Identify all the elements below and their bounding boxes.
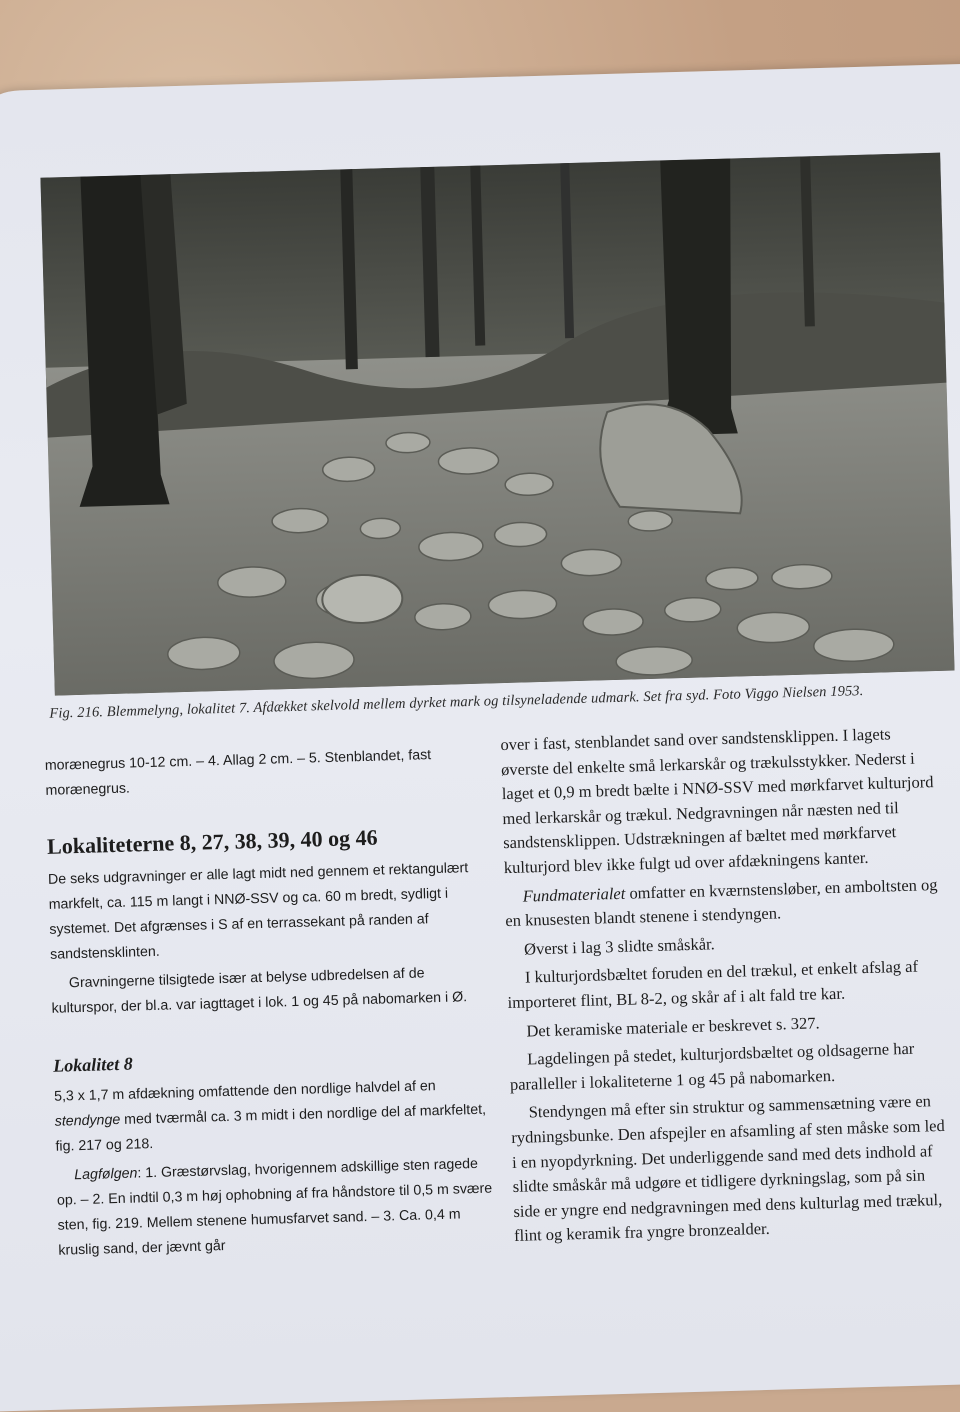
forest-stone-wall-image — [40, 153, 954, 696]
emphasis-fundmaterialet: Fundmaterialet — [522, 883, 626, 906]
section-paragraph-2: Gravningerne tilsigtede især at belyse udbredelsen af de kulturspor, der bl.a. var iagttaget i lok. 1 og 45 på nabomarken i Ø. — [51, 965, 468, 1017]
left-column — [45, 742, 499, 1268]
subsection-heading: Lokalitet 8 — [52, 1053, 133, 1076]
intro-line-1: morænegrus 10-12 cm. – 4. Allag 2 cm. – 5. Stenblandet, fast — [44, 747, 432, 774]
right-paragraph-3: Øverst i lag 3 slidte småskår. — [523, 934, 715, 959]
subsection-paragraph-2: Lagfølgen: 1. Græstørvslag, hvorigennem adskillige sten ragede op. – 2. En indtil 0,3 m høj ophobning af fra håndstore til 0,5 m svære sten, fig. 219. Mellem stenene humusfarvet sand. – 3. Ca. 0,4 m kruslig sand, der jævnt går — [56, 1155, 493, 1259]
right-paragraph-4: I kulturjordsbæltet foruden en del trækul, et enkelt afslag af importeret flint, BL 8-2, og skår af i alt fald tre kar. — [507, 956, 919, 1012]
intro-line-2: morænegrus. — [45, 780, 131, 799]
emphasis-stendynge: stendynge — [54, 1111, 121, 1130]
section-heading: Lokaliteterne 8, 27, 38, 39, 40 og 46 — [46, 824, 378, 859]
book-page — [0, 62, 960, 1411]
right-column — [500, 721, 954, 1253]
section-paragraph-1: De seks udgravninger er alle lagt midt ned gennem et rektangulært markfelt, ca. 115 m langt i NNØ-SSV og ca. 60 m bredt, sydligt i systemet. Det afgrænses i S af en terrassekant på randen af sandstensklinten. — [47, 860, 469, 963]
emphasis-lagfolgen: Lagfølgen — [74, 1165, 138, 1184]
right-paragraph-7: Stendyngen må efter sin struktur og sammensætning være en rydningsbunke. Den afspejler en afsamling af sten måske som led i en nyopdyrkning. Det underliggende sand med dets indhold af slidte småskår må udgøre et tidligere dyrkningslag, som på sin side er yngre end nedgravningen med dens kulturlag med trækul, flint og keramik fra yngre bronzealder. — [511, 1091, 945, 1246]
subsection-paragraph-1: 5,3 x 1,7 m afdækning omfattende den nordlige halvdel af en stendynge med tværmål ca. 3 m midt i den nordlige del af markfeltet, fig. 217 og 218. — [53, 1078, 487, 1155]
figure-caption: Fig. 216. Blemmelyng, lokalitet 7. Afdækket skelvold mellem dyrket mark og tilsyneladende udmark. Set fra syd. Foto Viggo Nielsen 1953. — [49, 683, 864, 722]
figure-photo — [40, 153, 954, 696]
right-paragraph-2: Fundmaterialet omfatter en kværnstensløber, en amboltsten og en knusesten blandt stenene i stendyngen. — [505, 874, 938, 931]
right-paragraph-1: over i fast, stenblandet sand over sandstensklippen. I lagets øverste del enkelte små lerkarskår og trækulsstykker. Nederst i laget et 0,9 m bredt bælte i NNØ-SSV med mørkfarvet kulturjord med lerkarskår og trækul. Nedgravningen når næsten ned til sandstensklippen. Udstrækningen af bæltet med mørkfarvet kulturjord blev ikke fulgt ud over afdækningens kanter. — [500, 724, 934, 878]
right-paragraph-5: Det keramiske materiale er beskrevet s. 327. — [526, 1012, 820, 1041]
right-paragraph-6: Lagdelingen på stedet, kulturjordsbæltet og oldsagerne har paralleller i lokaliteterne 1 og 45 på nabomarken. — [509, 1038, 915, 1094]
